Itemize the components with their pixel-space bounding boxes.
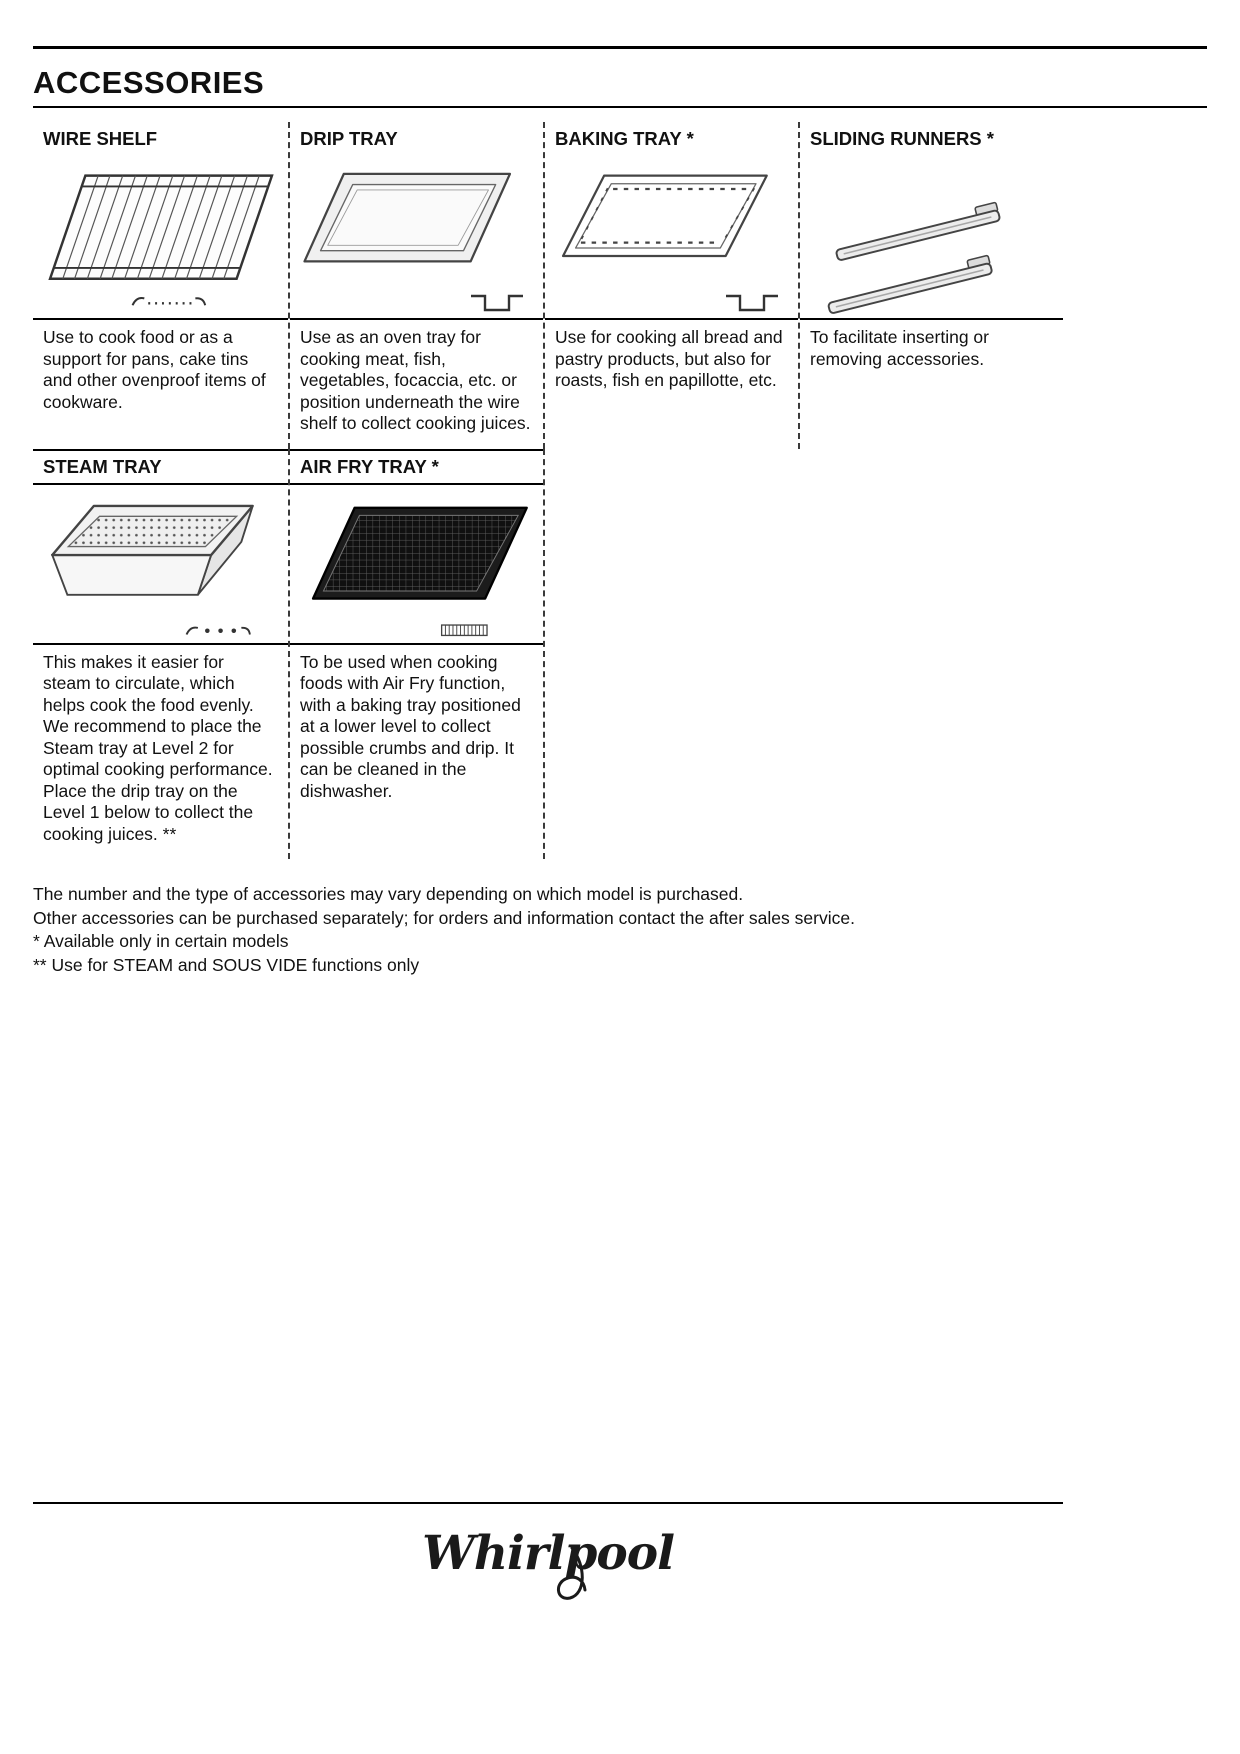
- accessory-cell-baking-tray: [545, 122, 800, 449]
- accessories-row-2: [33, 449, 1207, 860]
- tray-level-bracket-icon: [720, 288, 784, 316]
- note-model-variation: The number and the type of accessories may vary depending on which model is purchased.: [33, 884, 744, 904]
- drip-tray-illustration: [294, 156, 524, 290]
- bottom-rule: [33, 1502, 1063, 1504]
- page-title: ACCESSORIES: [33, 65, 265, 100]
- footer: [33, 1526, 1063, 1581]
- tray-level-bracket-icon: [465, 288, 529, 316]
- air-fry-feet-icon: [442, 625, 487, 635]
- steam-tray-image: [33, 485, 288, 643]
- air-fry-tray-illustration: [294, 487, 542, 643]
- accessory-name-wire-shelf: WIRE SHELF: [43, 128, 158, 149]
- note-asterisk: * Available only in certain models: [33, 931, 289, 951]
- accessory-name-sliding-runners: SLIDING RUNNERS *: [810, 128, 994, 149]
- accessory-cell-air-fry-tray: [290, 449, 545, 860]
- accessory-description-baking-tray: Use for cooking all bread and pastry products, but also for roasts, fish en papillotte, etc.: [555, 327, 783, 390]
- accessory-cell-wire-shelf: [33, 122, 290, 449]
- note-purchase-separately: Other accessories can be purchased separately; for orders and information contact the after sales service.: [33, 907, 855, 928]
- sliding-runners-illustration: [804, 156, 1054, 318]
- shelf-feet-icon: [133, 298, 206, 305]
- title-rule: [33, 106, 1207, 108]
- accessory-description-wire-shelf: Use to cook food or as a support for pans, cake tins and other ovenproof items of cookware.: [43, 327, 266, 412]
- drip-tray-image: [290, 154, 543, 318]
- wire-shelf-image: [33, 154, 288, 318]
- accessory-name-baking-tray: BAKING TRAY *: [555, 128, 694, 149]
- top-rule: [33, 46, 1207, 49]
- accessory-description-steam-tray: This makes it easier for steam to circulate, which helps cook the food evenly. We recommend to place the Steam tray at Level 2 for optimal cooking performance. Place the drip tray on the Level 1 below to collect the cooking juices. **: [43, 651, 273, 844]
- accessory-description-sliding-runners: To facilitate inserting or removing accessories.: [810, 327, 989, 369]
- accessory-cell-steam-tray: [33, 449, 290, 860]
- baking-tray-image: [545, 154, 798, 318]
- brand-name: Whirlpool: [422, 1526, 674, 1581]
- accessory-description-drip-tray: Use as an oven tray for cooking meat, fish, vegetables, focaccia, etc. or position underneath the wire shelf to collect cooking juices.: [300, 327, 531, 433]
- accessory-name-steam-tray: STEAM TRAY: [33, 449, 288, 485]
- wire-shelf-illustration: [37, 156, 285, 318]
- baking-tray-illustration: [549, 156, 779, 290]
- accessory-cell-drip-tray: [290, 122, 545, 449]
- accessory-description-air-fry-tray: To be used when cooking foods with Air Fry function, with a baking tray positioned at a lower level to collect possible crumbs and drip. It can be cleaned in the dishwasher.: [300, 651, 521, 801]
- accessory-name-air-fry-tray: AIR FRY TRAY *: [290, 449, 543, 485]
- accessory-name-drip-tray: DRIP TRAY: [300, 128, 398, 149]
- note-double-asterisk: ** Use for STEAM and SOUS VIDE functions only: [33, 954, 420, 975]
- accessory-cell-sliding-runners: [800, 122, 1063, 449]
- sliding-runners-image: [800, 154, 1063, 318]
- steam-tray-feet-icon: [187, 627, 250, 634]
- footnotes: [33, 883, 1207, 977]
- whirlpool-logo: [422, 1526, 674, 1581]
- air-fry-tray-image: [290, 485, 543, 643]
- steam-tray-illustration: [37, 487, 285, 643]
- accessories-row-1: [33, 122, 1207, 449]
